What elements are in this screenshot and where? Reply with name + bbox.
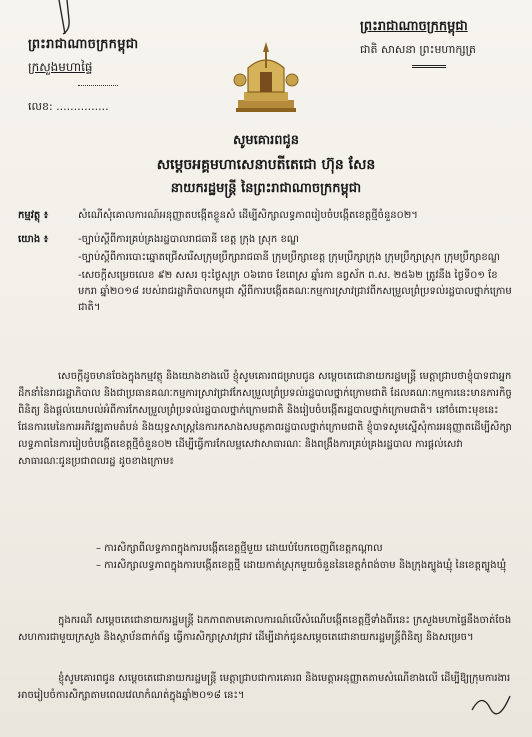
subject-row xyxy=(18,208,514,226)
addressee-title: នាយករដ្ឋមន្ត្រី នៃព្រះរាជាណាចក្រកម្ពុជា xyxy=(170,181,362,196)
proposal-item: – ការសិក្សាពីលទ្ធភាពក្នុងការបង្កើតខេត្តថ្មីមួយ ដោយបំបែកចេញពីខេត្តកណ្តាល xyxy=(96,543,383,554)
office-name: ក្រសួងមហាផ្ទៃ xyxy=(28,60,93,74)
reference-item: -សេចក្តីសម្រេចលេខ ៩២ សសរ ចុះថ្ងៃសុក្រ ០៦រោច ខែពេស្រ ឆ្នាំរកា នព្វស័ក ព.ស. ២៥៦២ ត្រូវនឹង ថ្ងៃទី០១ ខែមករា ឆ្នាំ២០១៨ របស់រាជរដ្ឋាភិបាលកម្ពុជា ស្តីពីការបង្កើតគណៈកម្មការស្រាវជ្រាវពីកសម្រួលព្រំប្រទល់រដ្ឋបាលថ្នាក់ក្រោមជាតិ។ xyxy=(78,270,512,313)
body-paragraph-2: ក្នុងករណី សម្តេចតេជោនាយករដ្ឋមន្ត្រី ឯកភាពតាមគោលការណ៍លើសំណើបង្កើតខេត្តថ្មីទាំងពីរនេះ ក្រសួងមហាផ្ទៃនឹងចាត់ចែងសហការជាមួយក្រសួង និងស្ថាប័នពាក់ព័ន្ធ ធ្វើការសិក្សាស្រាវជ្រាវ ដើម្បីដាក់ជូនសម្តេចតេជោនាយករដ្ឋមន្ត្រីពិនិត្យ និងសម្រេច។ xyxy=(18,615,512,643)
royal-emblem-icon xyxy=(228,38,304,118)
divider xyxy=(78,79,118,86)
reference-label: យោង ៖ xyxy=(18,234,49,245)
reference-list xyxy=(78,232,514,318)
salutation: សូមគោរពជូន xyxy=(232,133,299,148)
addressee-block xyxy=(0,132,532,199)
kingdom-name: ព្រះរាជាណាចក្រកម្ពុជា xyxy=(360,19,468,34)
reference-item: -ច្បាប់ស្តីពីការបោះឆ្នោតជ្រើសរើសក្រុមប្រឹក្សារាជធានី ក្រុមប្រឹក្សាខេត្ត ក្រុមប្រឹក្សាក្រុង ក្រុមប្រឹក្សាស្រុក ក្រុមប្រឹក្សាខណ្ឌ xyxy=(78,252,500,263)
right-header xyxy=(360,18,520,68)
reference-item: -ច្បាប់ស្តីពីការគ្រប់គ្រងរដ្ឋបាលរាជធានី ខេត្ត ក្រុង ស្រុក ខណ្ឌ xyxy=(78,234,300,245)
pen-mark-icon xyxy=(55,0,85,36)
left-header xyxy=(28,36,158,116)
addressee-name: សម្តេចអគ្គមហាសេនាបតីតេជោ ហ៊ុន សែន xyxy=(156,157,376,173)
body-paragraph-1: សេចក្តីដូចមានចែងក្នុងកម្មវត្ថុ និងយោងខាងលើ ខ្ញុំសូមគោរពជម្រាបជូន សម្តេចតេជោនាយករដ្ឋមន្ត្រី មេត្តាជ្រាបថាខ្ញុំបាទជាអ្នកដឹកនាំនៃរាជរដ្ឋាភិបាល និងជាប្រធានគណៈកម្មការស្រាវជ្រាវកែសម្រួលព្រំប្រទល់រដ្ឋបាលថ្នាក់ក្រោមជាតិ ដែលគណៈកម្មការនេះមានភារកិច្ចពិនិត្យ និងផ្តល់យោបល់អំពីការកែសម្រួលព្រំប្រទល់រដ្ឋបាលថ្នាក់ក្រោមជាតិ និងរៀបចំបង្កើតរដ្ឋបាលថ្នាក់ក្រោមជាតិ។ នៅចំពោះមុខនេះ ផែនការមេនៃការអភិវឌ្ឍតាមតំបន់ និងយុទ្ធសាស្ត្រនៃការកសាងសមត្ថភាពរដ្ឋបាលថ្នាក់ក្រោមជាតិ ខ្ញុំបាទសូមស្នើសុំការអនុញ្ញាតដើម្បីសិក្សាលទ្ធភាពនៃការរៀបចំបង្កើតខេត្តថ្មីចំនួន០២ ដើម្បីធ្វើការកែលម្អសេវាសាធារណៈ និងពង្រឹងការគ្រប់គ្រងរដ្ឋបាល ការផ្តល់សេវាសាធារណៈជូនប្រជាពលរដ្ឋ ដូចខាងក្រោម៖ xyxy=(18,371,512,467)
ministry-name: ព្រះរាជាណាចក្រកម្ពុជា xyxy=(28,37,139,52)
subject-label: កម្មវត្ថុ ៖ xyxy=(18,210,49,221)
handwritten-mark-icon xyxy=(470,690,516,716)
document-number: លេខ: ............... xyxy=(28,100,109,113)
motto-ornament xyxy=(412,65,446,68)
body-paragraph-3: ខ្ញុំសូមគោរពជូន សម្តេចតេជោនាយករដ្ឋមន្ត្រី មេត្តាជ្រាបជាការគោរព និងមេត្តាអនុញ្ញាតតាមសំណើខាងលើ ដើម្បីឱ្យក្រុមការងារអាចរៀបចំការសិក្សាតាមពេលវេលាកំណត់ក្នុងឆ្នាំ២០១៨ នេះ។ xyxy=(18,673,511,701)
proposal-list xyxy=(96,540,514,574)
subject-text: សំណើសុំគោលការណ៍អនុញ្ញាតបង្កើតខ្លួនសំ ដើម្បីសិក្សាលទ្ធភាពរៀបចំបង្កើតខេត្តថ្មីចំនួន០២។ xyxy=(78,210,418,221)
proposal-item: – ការសិក្សាលទ្ធភាពក្នុងការបង្កើតខេត្តថ្មី ដោយកាត់ស្រុកមួយចំនួននៃខេត្តកំពង់ចាម និងក្រុងត្បូងឃ្មុំ នៃខេត្តត្បូងឃ្មុំ xyxy=(96,560,507,571)
national-motto: ជាតិ សាសនា ព្រះមហាក្សត្រ xyxy=(360,43,476,56)
